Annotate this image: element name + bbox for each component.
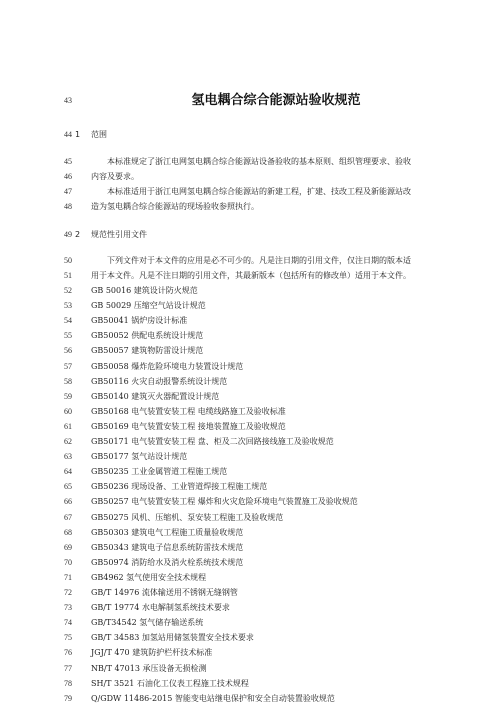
paragraph-text: 下列文件对于本文件的应用是必不可少的。凡是注日期的引用文件，仅注日期的版本适	[107, 256, 411, 265]
line-number: 53	[64, 301, 72, 311]
paragraph-text: 造为氢电耦合综合能源站的现场验收参照执行。	[91, 202, 259, 211]
section-heading-scope	[0, 127, 500, 143]
reference-text: GB50257 电气装置安装工程 爆炸和火灾危险环境电气装置施工及验收规范	[91, 497, 358, 507]
reference-item	[0, 283, 500, 299]
paragraph-text: 用于本文件。凡是不注日期的引用文件，其最新版本（包括所有的修改单）适用于本文件。	[91, 271, 411, 280]
section-number: 2	[75, 230, 81, 239]
line-number: 44	[64, 130, 72, 139]
line-number: 77	[64, 663, 72, 673]
reference-text: GB50116 火灾自动报警系统设计规范	[91, 376, 228, 386]
reference-item	[0, 645, 500, 661]
reference-item	[0, 298, 500, 314]
reference-item	[0, 555, 500, 571]
line-number: 79	[64, 693, 72, 703]
reference-text: GB50343 建筑电子信息系统防雷技术规范	[91, 542, 244, 552]
line-number: 70	[64, 557, 72, 567]
reference-text: GB/T34542 氢气储存输送系统	[91, 618, 204, 628]
reference-item	[0, 434, 500, 450]
reference-item	[0, 525, 500, 541]
line-number: 75	[64, 633, 72, 643]
reference-text: GB50236 现场设备、工业管道焊接工程施工规范	[91, 482, 268, 492]
line-number: 74	[64, 618, 72, 628]
reference-text: GB50140 建筑灭火器配置设计规范	[91, 391, 220, 401]
line-number: 45	[64, 157, 72, 166]
line-number: 43	[64, 96, 72, 105]
reference-text: GB50168 电气装置安装工程 电缆线路施工及验收标准	[91, 406, 286, 416]
reference-text: GB/T 19774 水电解制氢系统技术要求	[91, 603, 230, 613]
line-number: 46	[64, 172, 72, 181]
reference-text: GB 50029 压缩空气站设计规范	[91, 301, 206, 311]
reference-item	[0, 389, 500, 405]
reference-text: GB50275 风机、压缩机、泵安装工程施工及验收规范	[91, 512, 284, 522]
paragraph-text: 本标准适用于浙江电网氢电耦合综合能源站的新建工程，扩建、技改工程及新能源站改	[107, 187, 411, 196]
line-number: 49	[64, 230, 72, 239]
reference-item	[0, 585, 500, 601]
line-number: 72	[64, 588, 72, 597]
reference-item	[0, 374, 500, 390]
reference-text: GB 50016 建筑设计防火规范	[91, 286, 198, 295]
reference-text: SH/T 3521 石油化工仪表工程施工技术规程	[91, 678, 249, 688]
reference-text: GB50057 建筑物防雷设计规范	[91, 346, 204, 356]
reference-item	[0, 359, 500, 375]
reference-text: GB4962 氢气使用安全技术规程	[91, 572, 207, 582]
reference-item	[0, 630, 500, 646]
reference-text: GB/T 34583 加氢站用储氢装置安全技术要求	[91, 633, 254, 643]
line-number: 56	[64, 346, 72, 356]
reference-item	[0, 464, 500, 480]
reference-text: GB/T 14976 流体输送用不锈钢无缝钢管	[91, 588, 238, 597]
line-number: 76	[64, 648, 72, 658]
reference-text: Q/GDW 11486-2015 智能变电站继电保护和安全自动装置验收规范	[91, 693, 335, 703]
reference-text: GB50171 电气装置安装工程 盘、柜及二次回路接线施工及验收规范	[91, 437, 334, 446]
line-number: 78	[64, 678, 72, 688]
line-number: 68	[64, 527, 72, 537]
line-number: 59	[64, 391, 72, 401]
reference-item	[0, 328, 500, 344]
reference-item	[0, 661, 500, 677]
reference-item	[0, 313, 500, 329]
reference-item	[0, 419, 500, 435]
line-number: 58	[64, 376, 72, 386]
line-number: 54	[64, 316, 72, 326]
reference-item	[0, 600, 500, 616]
line-number: 52	[64, 286, 72, 295]
line-number: 63	[64, 452, 72, 462]
reference-text: GB50169 电气装置安装工程 接地装置施工及验收规范	[91, 421, 286, 431]
reference-item	[0, 343, 500, 359]
line-number: 65	[64, 482, 72, 492]
reference-text: GB50052 供配电系统设计规范	[91, 331, 204, 341]
paragraph-line	[0, 169, 500, 185]
line-number: 71	[64, 572, 72, 582]
reference-item	[0, 494, 500, 510]
line-number: 73	[64, 603, 72, 613]
line-number: 47	[64, 187, 72, 196]
reference-text: GB50058 爆炸危险环境电力装置设计规范	[91, 361, 244, 371]
paragraph-line	[0, 268, 500, 284]
reference-text: JGJ/T 470 建筑防护栏杆技术标准	[91, 648, 213, 658]
reference-text: NB/T 47013 承压设备无损检测	[91, 663, 207, 673]
reference-item	[0, 479, 500, 495]
line-number: 64	[64, 467, 72, 477]
line-number: 60	[64, 406, 72, 416]
reference-text: GB50041 锅炉房设计标准	[91, 316, 188, 326]
paragraph-text: 内容及要求。	[91, 172, 139, 181]
paragraph-line	[0, 199, 500, 215]
line-number: 55	[64, 331, 72, 341]
reference-item	[0, 570, 500, 586]
section-heading-references	[0, 227, 500, 243]
paragraph-text: 本标准规定了浙江电网氢电耦合综合能源站设备验收的基本原则、组织管理要求、验收	[107, 157, 411, 166]
line-number: 51	[64, 271, 72, 280]
section-heading: 范围	[91, 130, 107, 139]
line-number: 69	[64, 542, 72, 552]
paragraph-line	[0, 253, 500, 269]
reference-item	[0, 449, 500, 465]
line-number: 62	[64, 437, 72, 446]
reference-text: GB50974 消防给水及消火栓系统技术规范	[91, 557, 244, 567]
reference-item	[0, 510, 500, 526]
page-title: 氢电耦合综合能源站验收规范	[191, 93, 361, 108]
title-line	[0, 93, 500, 109]
reference-item	[0, 540, 500, 556]
line-number: 66	[64, 497, 72, 507]
reference-text: GB50177 氢气站设计规范	[91, 452, 188, 462]
reference-text: GB50303 建筑电气工程施工质量验收规范	[91, 527, 244, 537]
reference-item	[0, 691, 500, 706]
line-number: 57	[64, 361, 72, 371]
paragraph-line	[0, 184, 500, 200]
section-heading: 规范性引用文件	[91, 230, 147, 239]
reference-item	[0, 404, 500, 420]
line-number: 61	[64, 421, 72, 431]
line-number: 48	[64, 202, 72, 211]
section-number: 1	[75, 130, 81, 139]
reference-item	[0, 615, 500, 631]
line-number: 67	[64, 512, 72, 522]
reference-text: GB50235 工业金属管道工程施工规范	[91, 467, 228, 477]
line-number: 50	[64, 256, 72, 265]
reference-item	[0, 676, 500, 692]
paragraph-line	[0, 154, 500, 170]
